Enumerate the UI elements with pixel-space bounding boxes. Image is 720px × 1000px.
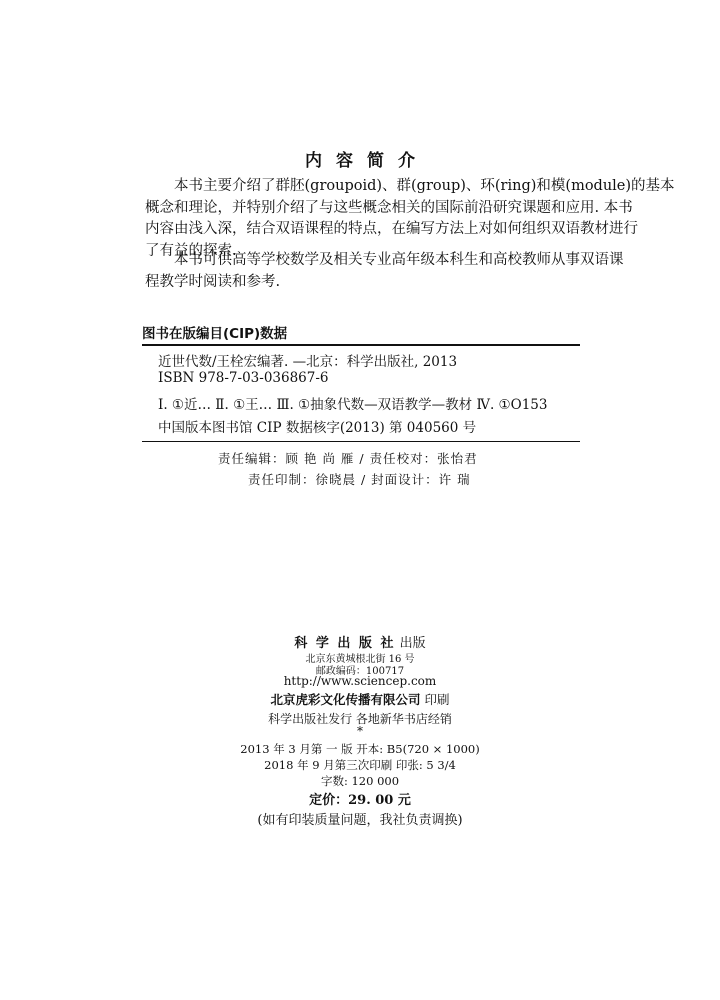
cip-bottom-rule	[142, 441, 580, 442]
cip-record-number: 中国版本图书馆 CIP 数据核字(2013) 第 040560 号	[158, 420, 477, 436]
publisher-address: 北京东黄城根北街 16 号	[305, 654, 415, 665]
quality-note: (如有印装质量问题，我社负责调换)	[257, 813, 463, 828]
cip-top-rule	[142, 344, 580, 346]
cip-isbn: ISBN 978-7-03-036867-6	[158, 370, 329, 386]
printer-suffix: 印刷	[424, 692, 450, 707]
summary-title: 内容简介	[305, 151, 429, 171]
publisher-postcode: 邮政编码：100717	[315, 666, 405, 677]
editor-line-2: 责任印制：徐晓晨 / 封面设计：许 瑞	[248, 472, 471, 487]
publisher-website: http://www.sciencep.com	[283, 674, 437, 688]
printing-line: 2018 年 9 月第三次印刷 印张: 5 3/4	[264, 758, 456, 772]
text-line: 本书主要介绍了群胚(groupoid)、群(group)、环(ring)和模(module)的基本	[174, 178, 675, 194]
printer-line	[0, 690, 720, 708]
text-line: 程教学时阅读和参考.	[145, 273, 281, 290]
text-line: 了有益的探索.	[145, 242, 237, 259]
edition-line: 2013 年 3 月第 一 版 开本: B5(720 × 1000)	[240, 742, 480, 756]
price-line: 定价：29. 00 元	[309, 793, 411, 808]
publisher-suffix: 出版	[399, 636, 426, 651]
separator-star: *	[357, 724, 363, 738]
wordcount-line: 字数: 120 000	[320, 774, 400, 788]
cip-heading: 图书在版编目(CIP)数据	[142, 326, 288, 342]
printer-name: 北京虎彩文化传播有限公司	[270, 692, 421, 707]
text-line: 内容由浅入深，结合双语课程的特点，在编写方法上对如何组织双语教材进行	[145, 221, 638, 237]
summary-paragraph-2	[145, 250, 624, 293]
publisher-line	[0, 632, 720, 651]
text-line: 本书可供高等学校数学及相关专业高年级本科生和高校教师从事双语课	[174, 252, 624, 268]
text-line: 概念和理论，并特别介绍了与这些概念相关的国际前沿研究课题和应用. 本书	[145, 199, 633, 216]
distribution-line: 科学出版社发行 各地新华书店经销	[268, 712, 452, 726]
editor-line-1: 责任编辑：顾 艳 尚 雁 / 责任校对：张怡君	[218, 451, 478, 466]
cip-title-line: 近世代数/王栓宏编著. —北京：科学出版社, 2013	[158, 354, 458, 370]
publisher-name: 科 学 出 版 社	[294, 636, 396, 651]
cip-classification: Ⅰ. ①近… Ⅱ. ①王… Ⅲ. ①抽象代数—双语教学—教材 Ⅳ. ①O153	[158, 397, 548, 413]
